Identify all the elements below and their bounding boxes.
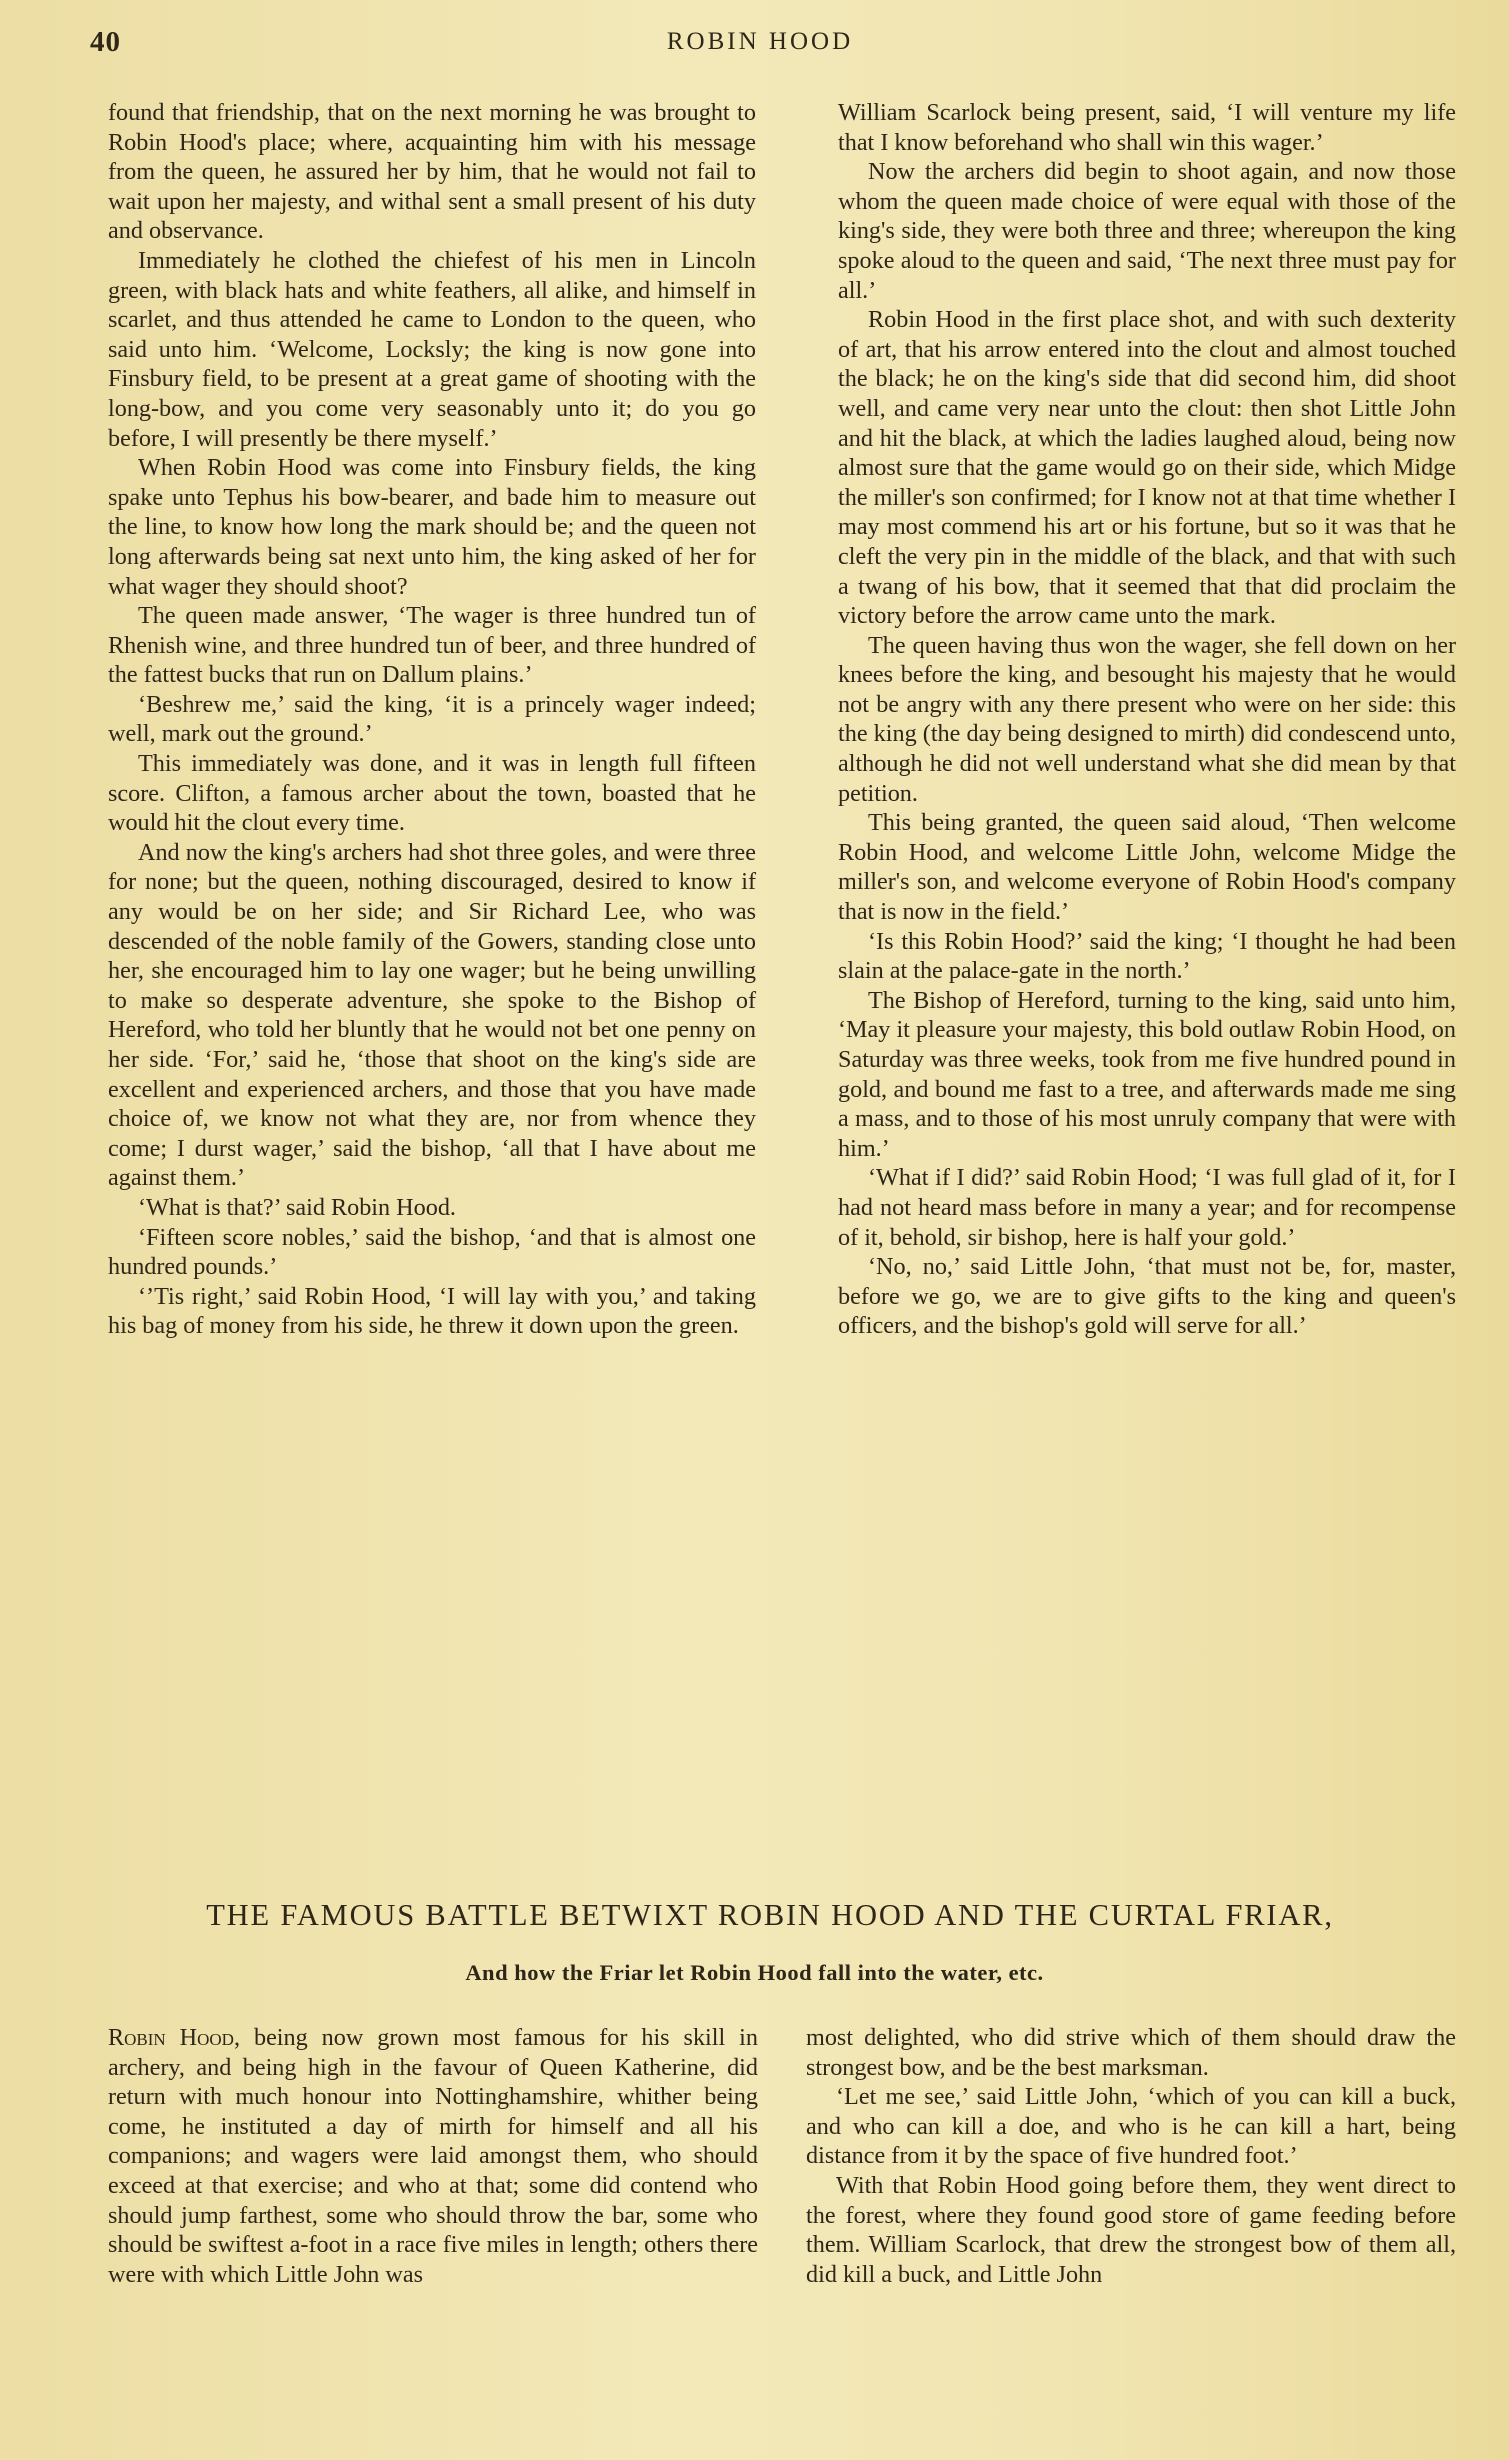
paragraph: The queen made answer, ‘The wager is three hundred tun of Rhenish wine, and three hundred tun of beer, and three hundred of the fattest bucks that run on Dallum plains.’ (108, 602, 756, 689)
opening-words: Robin Hood, (108, 2024, 240, 2051)
column-right-bottom (806, 2023, 1456, 2289)
paragraph: Now the archers did begin to shoot again, and now those whom the queen made choice of were equal with those of the king's side, they were both three and three; whereupon the king spoke aloud to the queen and said, ‘The next three must pay for all.’ (838, 158, 1456, 304)
paragraph: When Robin Hood was come into Finsbury fields, the king spake unto Tephus his bow-bearer, and bade him to measure out the line, to know how long the mark should be; and the queen not long afterwards being sat next unto him, the king asked of her for what wager they should shoot? (108, 454, 756, 600)
paragraph: This being granted, the queen said aloud, ‘Then welcome Robin Hood, and welcome Little John, welcome Midge the miller's son, and welcome everyone of Robin Hood's company that is now in the field.’ (838, 809, 1456, 926)
paragraph: most delighted, who did strive which of them should draw the strongest bow, and be the best marksman. (806, 2024, 1456, 2081)
section-title: THE FAMOUS BATTLE BETWIXT ROBIN HOOD AND THE CURTAL FRIAR, (206, 1898, 1334, 1932)
paragraph: William Scarlock being present, said, ‘I will venture my life that I know beforehand who shall win this wager.’ (838, 99, 1456, 156)
paragraph: Immediately he clothed the chiefest of his men in Lincoln green, with black hats and white feathers, all alike, and himself in scarlet, and thus attended he came to London to the queen, who said unto him. ‘Welcome, Locksly; the king is now gone into Finsbury field, to be present at a great game of shooting with the long-bow, and you come very seasonably unto it; do you go before, I will presently be there myself.’ (108, 246, 756, 452)
section-subtitle-text: And how the Friar let Robin Hood fall into the water, etc. (465, 1960, 1044, 1985)
page-header (90, 26, 1430, 66)
running-title: ROBIN HOOD (666, 28, 854, 55)
paragraph: Robin Hood in the first place shot, and with such dexterity of art, that his arrow entered into the clout and almost touched the black; he on the king's side that did second him, did shoot well, and came very near unto the clout: then shot Little John and hit the black, at which the ladies laughed aloud, being now almost sure that the game would go on their side, which Midge the miller's son confirmed; for I know not at that time whether I may most commend his art or his fortune, but so it was that he cleft the very pin in the middle of the black, and that with such a twang of his bow, that it seemed that that did proclaim the victory before the arrow came unto the mark. (838, 306, 1456, 630)
page-number: 40 (90, 26, 121, 58)
opening-paragraph (108, 2023, 758, 2289)
paragraph: This immediately was done, and it was in length full fifteen score. Clifton, a famous archer about the town, boasted that he would hit the clout every time. (108, 750, 756, 837)
paragraph: ‘’Tis right,’ said Robin Hood, ‘I will lay with you,’ and taking his bag of money from his side, he threw it down upon the green. (108, 1282, 756, 1340)
paragraph: ‘What is that?’ said Robin Hood. (138, 1193, 456, 1221)
section-subtitle (0, 1960, 1509, 1986)
paragraph: The Bishop of Hereford, turning to the king, said unto him, ‘May it pleasure your majesty, this bold outlaw Robin Hood, on Saturday was three weeks, took from me five hundred pound in gold, and bound me fast to a tree, and afterwards made me sing a mass, and to those of his most unruly company that were with him.’ (838, 986, 1456, 1162)
opening-text: being now grown most famous for his skill in archery, and being high in the favour of Queen Katherine, did return with much honour into Nottinghamshire, whither being come, he instituted a day of mirth for himself and all his companions; and wagers were laid amongst them, who should exceed at that exercise; and who at that; some did contend who should jump farthest, some who should throw the bar, some who should be swiftest a-foot in a race five miles in length; others there were with which Little John was (108, 2024, 758, 2288)
paragraph: ‘Fifteen score nobles,’ said the bishop, ‘and that is almost one hundred pounds.’ (108, 1223, 756, 1281)
column-left-top (108, 98, 756, 1341)
paragraph: ‘No, no,’ said Little John, ‘that must not be, for, master, before we go, we are to give gifts to the king and queen's officers, and the bishop's gold will serve for all.’ (838, 1253, 1456, 1340)
paragraph: The queen having thus won the wager, she fell down on her knees before the king, and besought his majesty that he would not be angry with any there present who were on her side: this the king (the day being designed to mirth) did condescend unto, although he did not well understand what she did mean by that petition. (838, 631, 1456, 807)
column-left-bottom (108, 2023, 758, 2289)
paragraph: With that Robin Hood going before them, they went direct to the forest, where they found good store of game feeding before them. William Scarlock, that drew the strongest bow of them all, did kill a buck, and Little John (806, 2171, 1456, 2288)
paragraph: found that friendship, that on the next morning he was brought to Robin Hood's place; where, acquainting him with his message from the queen, he assured her by him, that he would not fail to wait upon her majesty, and withal sent a small present of his duty and observance. (108, 99, 756, 245)
paragraph: ‘Let me see,’ said Little John, ‘which of you can kill a buck, and who can kill a doe, and who is he can kill a hart, being distance from it by the space of five hundred foot.’ (806, 2083, 1456, 2170)
paragraph: And now the king's archers had shot three goles, and were three for none; but the queen, nothing discouraged, desired to know if any would be on her side; and Sir Richard Lee, who was descended of the noble family of the Gowers, standing close unto her, she encouraged him to lay one wager; but he being unwilling to make so desperate adventure, she spoke to the Bishop of Hereford, who told her bluntly that he would not bet one penny on her side. ‘For,’ said he, ‘those that shoot on the king's side are excellent and experienced archers, and those that you have made choice of, we know not what they are, nor from whence they come; I durst wager,’ said the bishop, ‘all that I have about me against them.’ (108, 838, 756, 1192)
column-right-top (838, 98, 1456, 1341)
paragraph: ‘What if I did?’ said Robin Hood; ‘I was full glad of it, for I had not heard mass before in many a year; and for recompense of it, behold, sir bishop, here is half your gold.’ (838, 1164, 1456, 1251)
paragraph: ‘Is this Robin Hood?’ said the king; ‘I thought he had been slain at the palace-gate in the north.’ (838, 927, 1456, 985)
paragraph: ‘Beshrew me,’ said the king, ‘it is a princely wager indeed; well, mark out the ground.’ (108, 690, 756, 748)
